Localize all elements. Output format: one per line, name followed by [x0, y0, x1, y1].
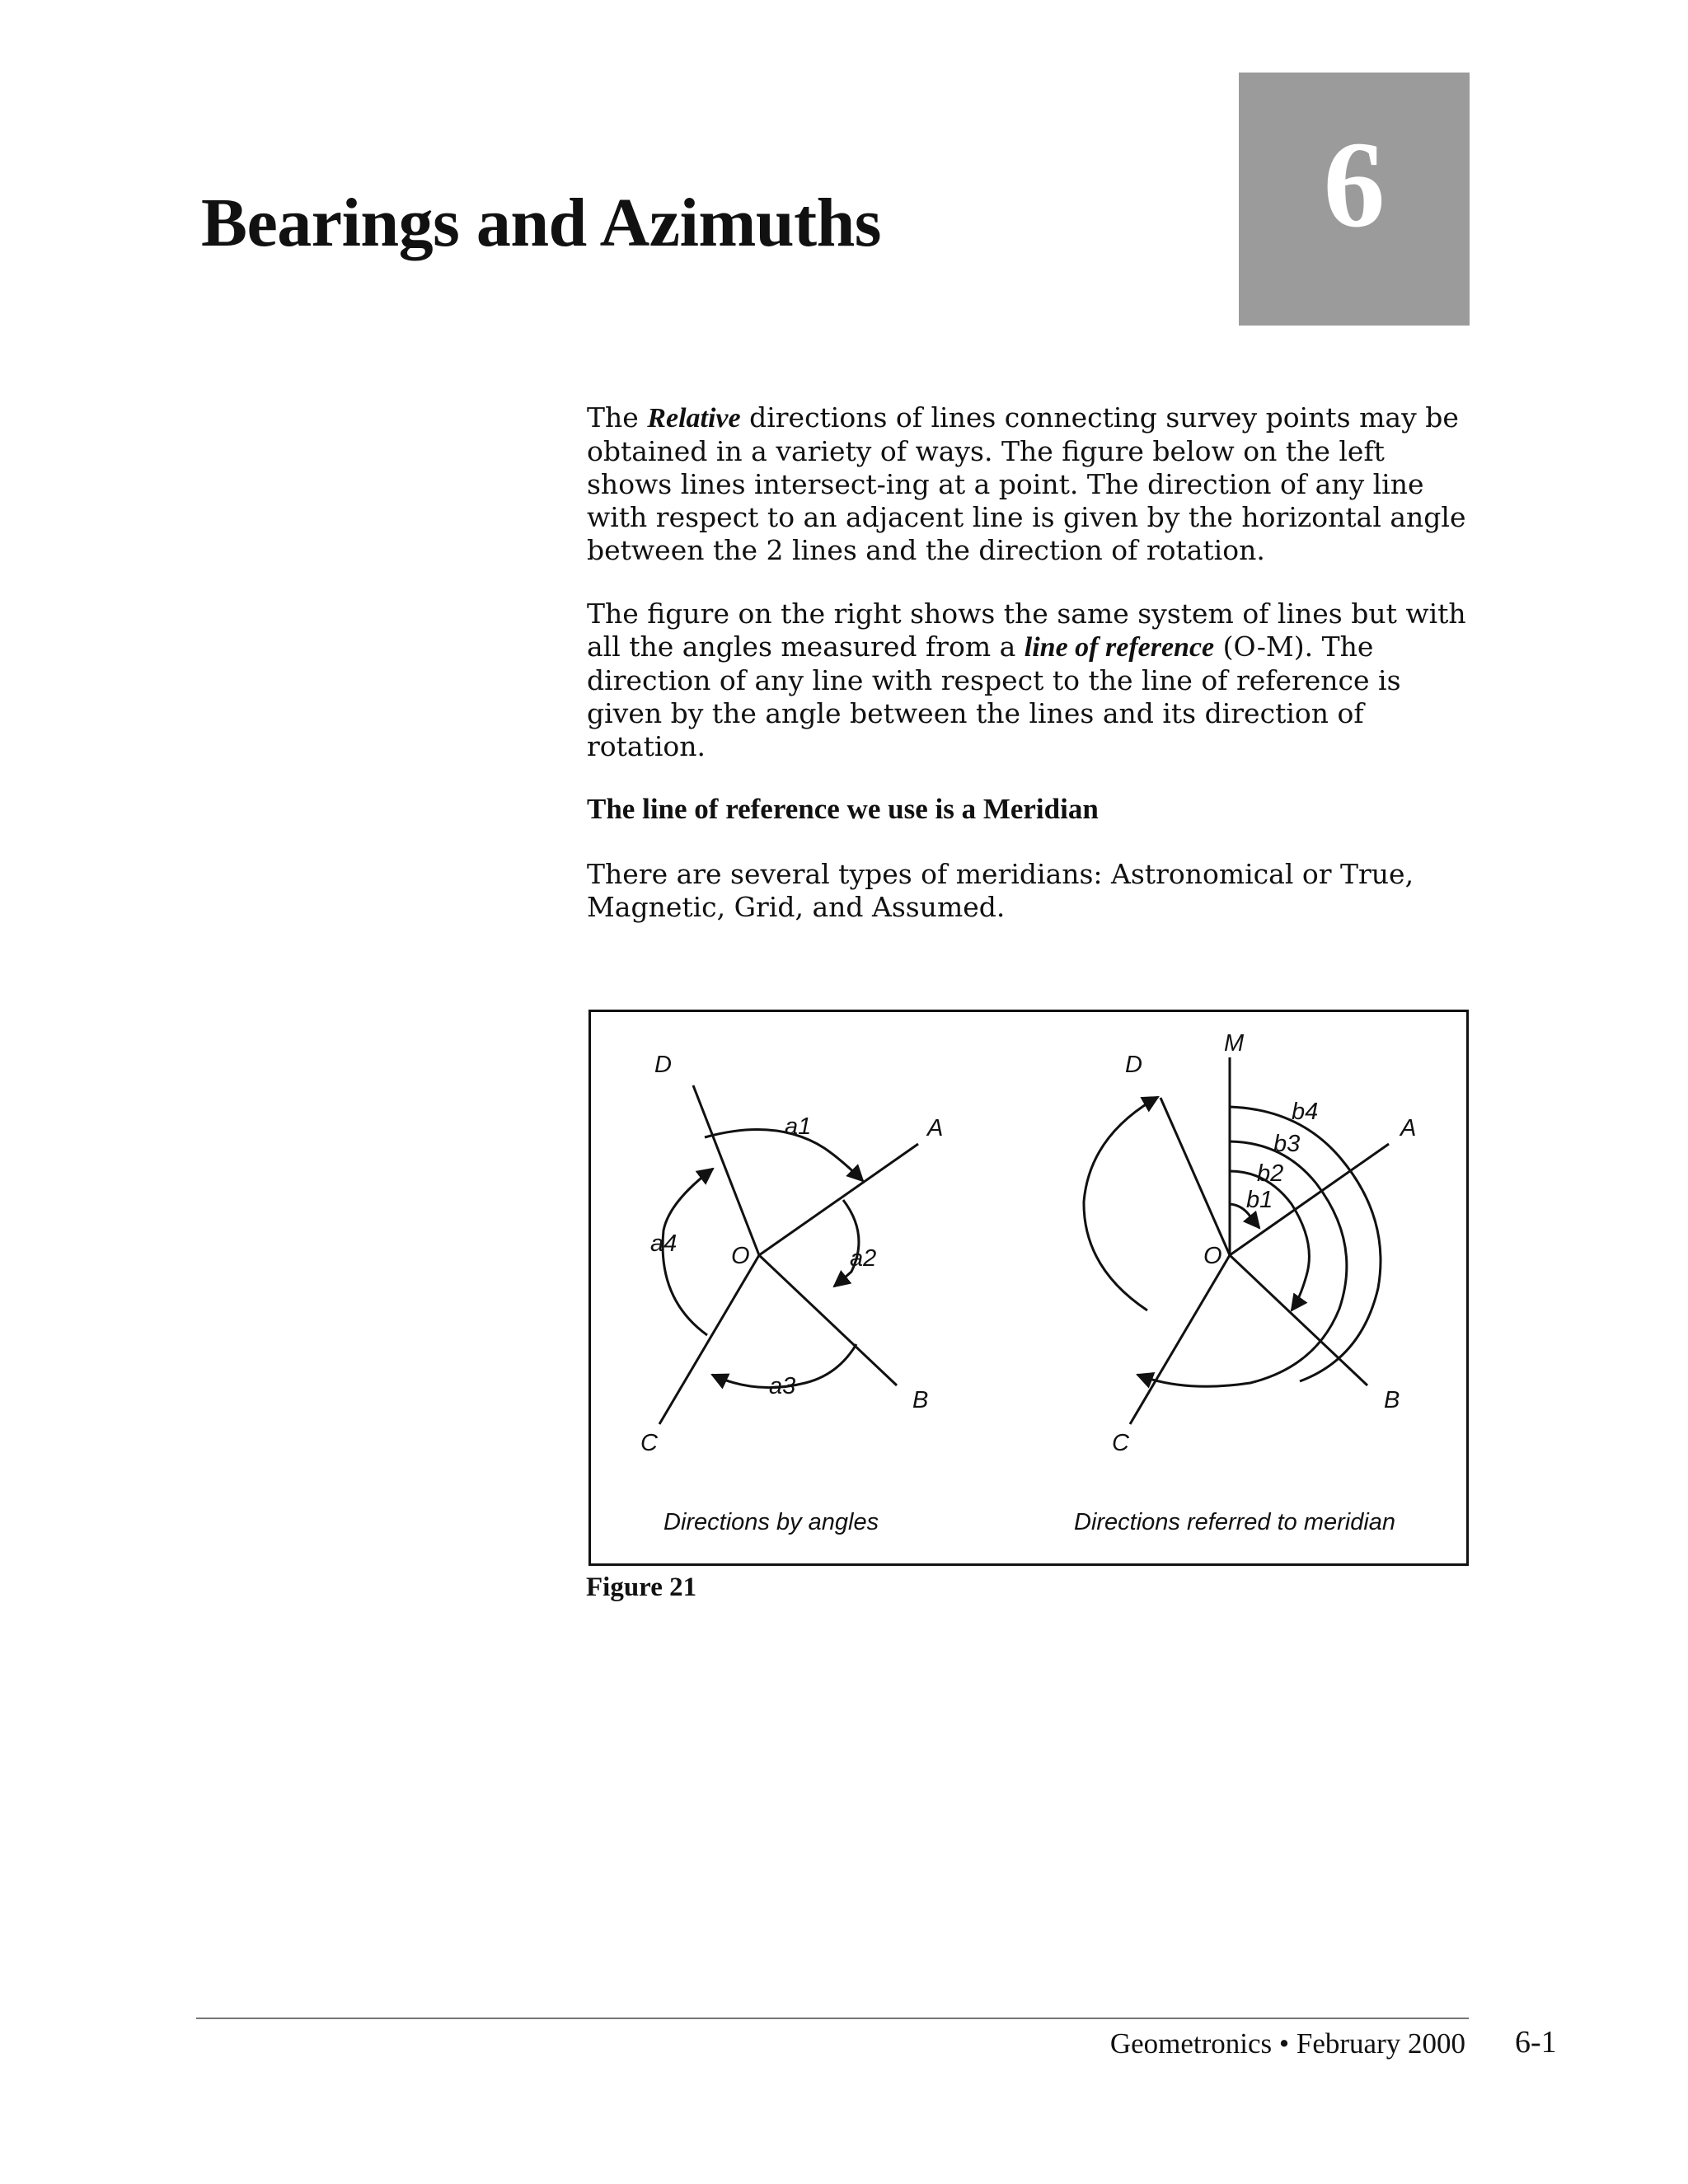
label-b4: b4 — [1292, 1099, 1319, 1125]
chapter-number-box — [1239, 73, 1470, 326]
label-a3: a3 — [769, 1373, 796, 1399]
line-oa — [759, 1144, 918, 1255]
intro-paragraph — [587, 401, 1477, 567]
text-run: The figure on the right shows the same system of lines but with all the angles measured from a — [587, 598, 1466, 663]
label-a1: a1 — [785, 1113, 812, 1140]
line-oc — [659, 1255, 759, 1424]
footer-publication: Geometronics • February 2000 — [1109, 2027, 1465, 2060]
text-run: The — [587, 401, 648, 434]
right-caption: Directions referred to meridian — [1074, 1509, 1396, 1535]
chapter-title: Bearings and Azimuths — [201, 185, 881, 261]
chapter-number: 6 — [1323, 115, 1386, 253]
label-b: B — [912, 1387, 929, 1413]
page-number: 6-1 — [1515, 2025, 1557, 2060]
label-b-right: B — [1384, 1387, 1400, 1413]
label-o-right: O — [1203, 1243, 1222, 1269]
label-m: M — [1224, 1030, 1245, 1057]
left-caption: Directions by angles — [663, 1509, 879, 1535]
arc-b3 — [1137, 1141, 1347, 1386]
left-labels — [640, 1052, 943, 1535]
label-b2: b2 — [1257, 1160, 1284, 1187]
text-run: (O-M). The direction of any line with respect to the line of reference is given by the angle between the lines and its direction of rotation. — [587, 630, 1401, 762]
label-o: O — [731, 1243, 750, 1269]
figure-21 — [588, 1010, 1469, 1566]
text-run: directions of lines connecting survey points may be obtained in a variety of ways. The figure below on the left shows lines intersect-ing at a point. The direction of any line with respect to an adjacent line is given by the horizontal angle between the 2 lines and the direction of rotation. — [587, 401, 1466, 566]
label-c: C — [640, 1430, 658, 1456]
line-od — [693, 1085, 759, 1255]
label-b3: b3 — [1273, 1131, 1301, 1157]
meridian-types-paragraph: There are several types of meridians: Astronomical or True, Magnetic, Grid, and Assumed. — [587, 858, 1414, 923]
label-a2: a2 — [850, 1245, 877, 1272]
emphasis-line-of-reference: line of reference — [1024, 632, 1215, 663]
label-a: A — [927, 1115, 944, 1141]
arc-b4-return — [1084, 1097, 1158, 1310]
emphasis-relative: Relative — [647, 403, 741, 434]
arc-b4 — [1230, 1107, 1381, 1381]
section-heading: The line of reference we use is a Meridian — [587, 793, 1099, 825]
reference-paragraph — [587, 598, 1477, 763]
figure-diagram — [591, 1012, 1471, 1568]
label-a4: a4 — [650, 1230, 678, 1257]
arc-a2 — [834, 1200, 859, 1286]
right-diagram — [1084, 1057, 1389, 1424]
line-od-right — [1160, 1098, 1230, 1255]
line-oc-right — [1130, 1255, 1230, 1424]
label-c-right: C — [1112, 1430, 1129, 1456]
label-d: D — [654, 1052, 672, 1078]
label-a-right: A — [1400, 1115, 1417, 1141]
footer-divider — [196, 2018, 1469, 2019]
label-d-right: D — [1125, 1052, 1142, 1078]
right-labels — [1074, 1030, 1416, 1535]
line-ob — [759, 1255, 897, 1385]
figure-caption: Figure 21 — [586, 1572, 697, 1602]
label-b1: b1 — [1246, 1187, 1273, 1213]
